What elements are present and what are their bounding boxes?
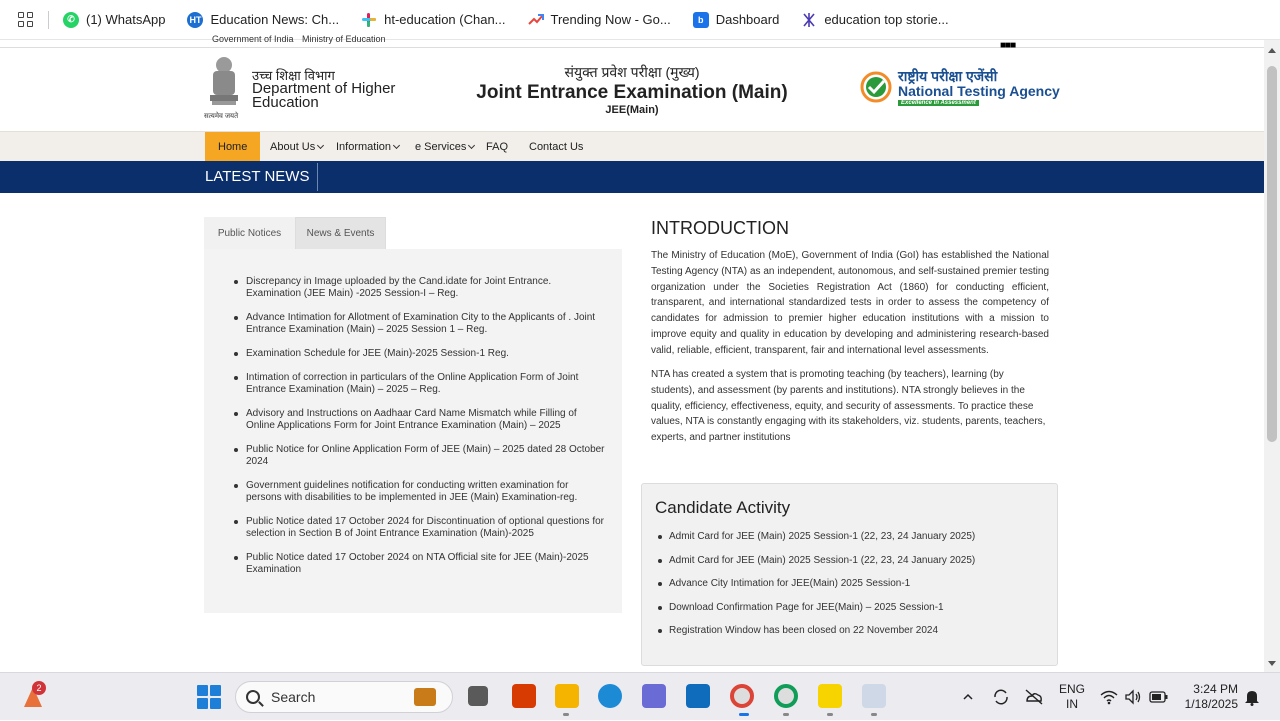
bookmark-label: Education News: Ch... — [210, 12, 340, 27]
chrome-profile-icon[interactable] — [730, 684, 754, 708]
chevron-down-icon — [317, 142, 324, 149]
search-input[interactable]: Search — [271, 689, 316, 705]
bookmark-education-top-stories[interactable] — [801, 12, 948, 28]
perplexity-icon — [801, 12, 817, 28]
top-strip — [0, 34, 1264, 51]
battery-icon[interactable] — [1149, 673, 1169, 721]
running-indicator — [871, 713, 877, 716]
windows-taskbar — [0, 672, 1280, 720]
intro-paragraph-1: The Ministry of Education (MoE), Government of India (GoI) has established the National Testing Agency (NTA) as an independent, autonomous, and self-sustained premier testing organization under the Societies Registration Act (1860) for conducting efficient, transparent, and international standardized tests in order to assess the competency of candidates for admission to premier higher education institutions with a mission to improve equity and quality in education by developing and administering research-based valid, reliable, efficient, transparent, fair and international level assessments. — [651, 250, 1049, 356]
exam-hindi-title: संयुक्त प्रवेश परीक्षा (मुख्य) — [564, 64, 700, 80]
bookmark-label: Trending Now - Go... — [550, 12, 671, 27]
notice-item[interactable]: Advisory and Instructions on Aadhaar Card Name Mismatch while Filling of Online Applications Form for Joint Entrance Examination (Main) – 2025 — [246, 408, 606, 432]
running-indicator — [783, 713, 789, 716]
ht-icon: HT — [187, 12, 203, 28]
dashboard-icon: b — [693, 12, 709, 28]
page-title: Joint Entrance Examination (Main) — [476, 82, 788, 103]
candidate-activity-list — [669, 531, 975, 649]
bookmark-whatsapp[interactable] — [63, 12, 165, 28]
latest-news-title: LATEST NEWS — [205, 168, 310, 185]
file-explorer-icon[interactable] — [555, 684, 579, 708]
bookmark-label: ht-education (Chan... — [384, 12, 506, 27]
notice-item[interactable]: Intimation of correction in particulars of the Online Application Form of Joint Entrance Examination (Main) – 2025 – Reg. — [246, 372, 606, 396]
nav-information[interactable] — [336, 132, 399, 162]
dept-english: Department of Higher Education — [252, 80, 396, 111]
news-divider — [317, 163, 318, 191]
trend-icon — [528, 12, 544, 28]
candidate-activity-item[interactable]: Advance City Intimation for JEE(Main) 2025 Session-1 — [669, 578, 975, 602]
emblem-caption: सत्यमेव जयते — [204, 113, 239, 120]
whatsapp-icon: ✆ — [63, 12, 79, 28]
notice-item[interactable]: Government guidelines notification for conducting written examination for persons with disabilities to be implemented in JEE (Main) Examination-reg. — [246, 480, 606, 504]
onedrive-off-icon[interactable] — [1024, 673, 1044, 721]
lang-region: IN — [1066, 697, 1078, 711]
nta-english: National Testing Agency — [898, 83, 1060, 99]
nav-label: Information — [336, 141, 392, 153]
chevron-down-icon — [468, 142, 475, 149]
chevron-down-icon — [393, 142, 400, 149]
show-hidden-icons[interactable] — [962, 673, 974, 721]
scroll-up-icon[interactable] — [1268, 48, 1276, 53]
candidate-activity-heading: Candidate Activity — [655, 498, 791, 517]
notice-item[interactable]: Public Notice dated 17 October 2024 on NTA Official site for JEE (Main)-2025 Examination — [246, 552, 606, 576]
start-button[interactable] — [197, 685, 221, 709]
candidate-activity-item[interactable]: Admit Card for JEE (Main) 2025 Session-1 (22, 23, 24 January 2025) — [669, 531, 975, 555]
intro-paragraph-2: NTA has created a system that is promoting teaching (by teachers), learning (by students), and assessment (by parents and institutions). NTA strongly believes in the quality, efficiency, effectiveness, equity, and security of assessments. To practice these values, NTA is constantly engaging with its stakeholders, viz. students, parents, teachers, experts, and partner institutions — [651, 369, 1046, 444]
bookmarks-bar — [0, 0, 1280, 40]
nav-faq[interactable] — [486, 132, 508, 162]
exam-subtitle: JEE(Main) — [605, 104, 659, 116]
intro-heading: INTRODUCTION — [651, 218, 789, 238]
nav-home[interactable] — [205, 132, 260, 162]
search-icon — [246, 690, 260, 704]
store-icon[interactable] — [642, 684, 666, 708]
nav-label: About Us — [270, 141, 316, 153]
notification-badge: 2 — [32, 681, 46, 695]
tab-news-events[interactable] — [295, 217, 386, 249]
nav-label: Contact Us — [529, 141, 584, 153]
dept-hindi: उच्च शिक्षा विभाग — [252, 68, 335, 83]
bookmark-trending[interactable] — [528, 12, 671, 28]
volume-icon[interactable] — [1124, 673, 1142, 721]
outlook-icon[interactable] — [686, 684, 710, 708]
snipping-tool-icon[interactable] — [862, 684, 886, 708]
running-indicator — [827, 713, 833, 716]
notice-item[interactable]: Examination Schedule for JEE (Main)-2025 Session-1 Reg. — [246, 348, 606, 360]
notice-item[interactable]: Public Notice dated 17 October 2024 for Discontinuation of optional questions for selection in Section B of Joint Entrance Examination (Main)-2025 — [246, 516, 604, 539]
nav-label: FAQ — [486, 141, 509, 153]
wifi-icon[interactable] — [1100, 673, 1118, 721]
notice-item[interactable]: Advance Intimation for Allotment of Examination City to the Applicants of . Joint Entrance Examination (Main) – 2025 Session 1 – Reg. — [246, 312, 606, 336]
task-view-icon[interactable] — [468, 686, 488, 706]
notice-item[interactable]: Public Notice for Online Application Form of JEE (Main) – 2025 dated 28 October 2024 — [246, 444, 605, 467]
latest-news-bar — [0, 161, 1264, 193]
lang-code: ENG — [1058, 682, 1085, 696]
main-nav — [0, 131, 1264, 161]
site-header — [0, 49, 1264, 131]
nta-tagline: Excellence in Assessment — [898, 100, 979, 106]
bookmark-label: Dashboard — [715, 12, 780, 27]
accessibility-controls[interactable]: ■■■ — [1000, 40, 1016, 51]
notice-item[interactable]: Discrepancy in Image uploaded by the Cand.idate for Joint Entrance. Examination (JEE Main) -2025 Session-I – Reg. — [246, 276, 606, 300]
language-indicator[interactable] — [1058, 682, 1086, 712]
nav-contact-us[interactable] — [529, 132, 583, 162]
scroll-down-icon[interactable] — [1268, 661, 1276, 666]
bookmark-label: education top storie... — [824, 12, 949, 27]
active-indicator — [739, 713, 749, 716]
nav-label: Home — [218, 141, 248, 153]
edge-icon[interactable] — [598, 684, 622, 708]
candidate-activity-item[interactable]: Download Confirmation Page for JEE(Main) – 2025 Session-1 — [669, 602, 975, 626]
taskbar-search[interactable] — [235, 681, 453, 713]
candidate-activity-item[interactable]: Admit Card for JEE (Main) 2025 Session-1 (22, 23, 24 January 2025) — [669, 555, 975, 579]
ministry-link[interactable]: Ministry of Education — [302, 34, 386, 44]
bookmark-ht-education[interactable] — [361, 12, 505, 28]
bookmark-label: (1) WhatsApp — [86, 12, 166, 27]
nav-e-services[interactable] — [415, 132, 474, 162]
bookmarks-separator — [48, 11, 49, 29]
public-notices-list — [246, 276, 606, 576]
sticky-notes-icon[interactable] — [818, 684, 842, 708]
slack-icon — [361, 12, 377, 28]
apps-grid-icon[interactable] — [18, 12, 34, 28]
webpage — [0, 34, 1264, 672]
gov-india-link[interactable]: Government of India — [212, 34, 294, 44]
nav-about-us[interactable] — [270, 132, 323, 162]
tab-label: Public Notices — [217, 227, 282, 239]
page-scrollbar[interactable] — [1264, 40, 1280, 672]
bookmark-dashboard[interactable] — [693, 12, 780, 28]
nta-logo-icon — [860, 71, 892, 103]
clock-date: 1/18/2025 — [1184, 697, 1238, 711]
bookmark-education-news[interactable] — [187, 12, 339, 28]
nta-hindi: राष्ट्रीय परीक्षा एजेंसी — [898, 68, 998, 84]
tab-public-notices[interactable] — [204, 217, 295, 249]
system-clock[interactable] — [1178, 682, 1238, 712]
nav-label: e Services — [415, 141, 467, 153]
running-indicator — [563, 713, 569, 716]
notifications-bell-icon[interactable] — [1244, 673, 1260, 721]
tab-label: News & Events — [306, 228, 375, 239]
clock-time: 3:24 PM — [1193, 682, 1238, 696]
sync-icon[interactable] — [992, 673, 1010, 721]
briefcase-icon — [414, 688, 436, 706]
chrome-icon[interactable] — [774, 684, 798, 708]
scroll-thumb[interactable] — [1267, 66, 1277, 442]
office-icon[interactable] — [512, 684, 536, 708]
candidate-activity-item[interactable]: Registration Window has been closed on 22 November 2024 — [669, 625, 975, 649]
